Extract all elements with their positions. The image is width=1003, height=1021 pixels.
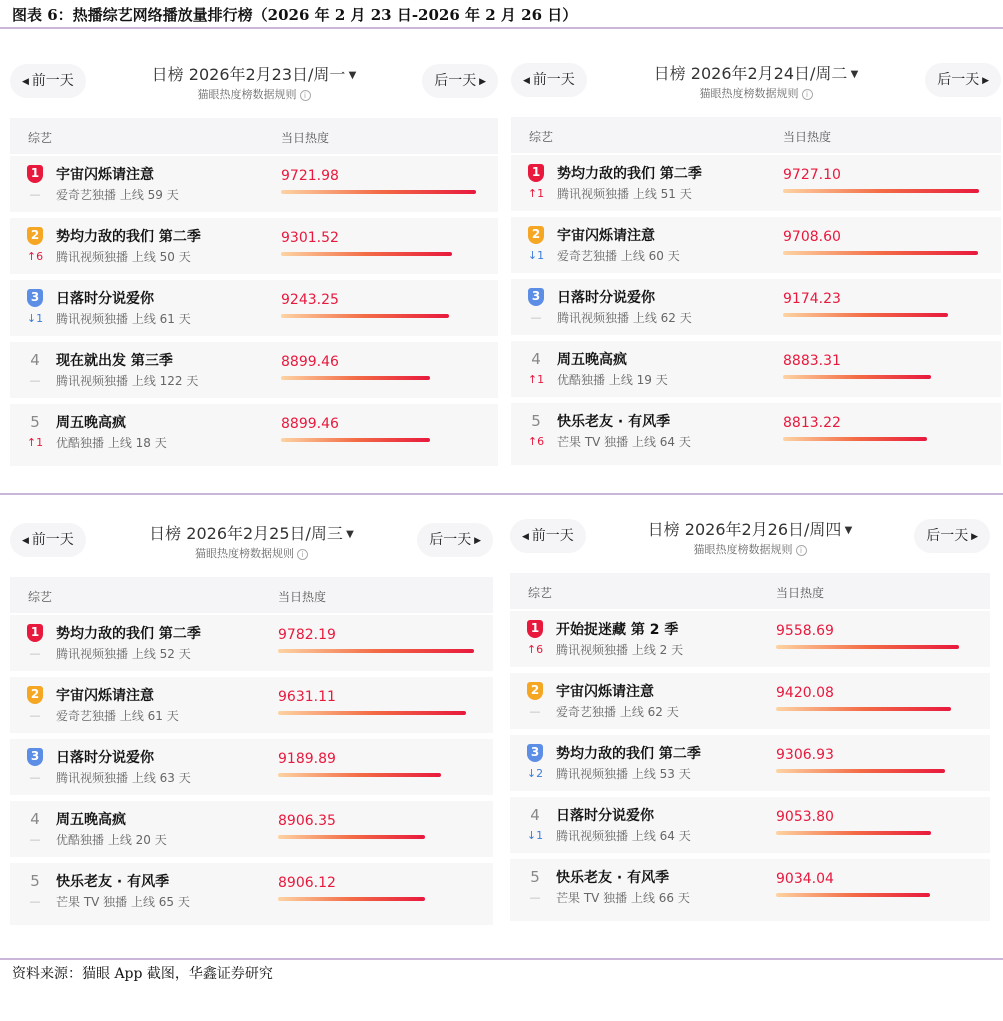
date-selector[interactable] [10, 521, 493, 544]
heat-value: 8906.35 [278, 813, 336, 829]
rank-change: ↓2 [526, 767, 544, 780]
show-title: 开始捉迷藏 第 2 季 [556, 622, 679, 638]
show-platform: 爱奇艺独播 上线 62 天 [556, 705, 679, 719]
show-title: 日落时分说爱你 [557, 290, 655, 306]
heat-bar [281, 252, 452, 256]
data-rule-label: 猫眼热度榜数据规则 [195, 547, 294, 560]
rank-badge: 1 [27, 624, 43, 642]
data-rule-link[interactable] [10, 545, 493, 561]
show-title: 宇宙闪烁请注意 [56, 167, 154, 183]
rank-number: 5 [530, 868, 540, 886]
heat-value: 9301.52 [281, 230, 339, 246]
heat-bar [783, 189, 979, 193]
next-day-label: 后一天 [429, 532, 472, 548]
caret-left-icon: ◀ [522, 532, 532, 542]
ranking-panel [511, 55, 1001, 475]
heat-bar [278, 897, 425, 901]
column-name-header: 综艺 [28, 590, 53, 604]
heat-bar [281, 314, 449, 318]
rank-badge: 2 [527, 682, 543, 700]
prev-day-label: 前一天 [532, 72, 575, 88]
middle-rule [0, 493, 1003, 495]
heat-bar [281, 376, 430, 380]
rank-number: 5 [30, 872, 40, 890]
rank-change: ↓1 [526, 829, 544, 842]
table-row[interactable] [10, 863, 493, 925]
caret-down-icon: ▼ [841, 525, 853, 536]
top-rule [0, 27, 1003, 29]
caret-right-icon: ▶ [968, 532, 978, 542]
table-row[interactable] [511, 403, 1001, 465]
heat-bar [776, 707, 951, 711]
show-platform: 芒果 TV 独播 上线 66 天 [556, 891, 690, 905]
rank-change: ↑1 [527, 373, 545, 386]
show-title: 宇宙闪烁请注意 [557, 228, 655, 244]
rank-change: ↑6 [526, 643, 544, 656]
rank-number: 5 [30, 413, 40, 431]
data-rule-label: 猫眼热度榜数据规则 [197, 88, 297, 101]
heat-bar [776, 831, 931, 835]
heat-value: 9189.89 [278, 751, 336, 767]
heat-value: 9782.19 [278, 627, 336, 643]
heat-value: 8899.46 [281, 416, 339, 432]
date-label: 2026年2月24日/周二 [690, 64, 848, 83]
rank-badge: 3 [528, 288, 544, 306]
caret-down-icon: ▼ [342, 529, 354, 540]
caret-left-icon: ◀ [523, 76, 533, 86]
rank-number: 4 [531, 350, 541, 368]
next-day-label: 后一天 [434, 73, 477, 89]
show-platform: 优酷独播 上线 18 天 [56, 436, 167, 450]
table-header [10, 118, 498, 154]
table-row[interactable] [510, 611, 990, 667]
column-heat-header: 当日热度 [783, 130, 832, 144]
heat-bar [776, 893, 930, 897]
show-title: 势均力敌的我们 第二季 [56, 229, 201, 245]
board-label: 日榜 [647, 520, 680, 539]
rank-number: 4 [530, 806, 540, 824]
show-platform: 腾讯视频独播 上线 53 天 [556, 767, 691, 781]
caret-down-icon: ▼ [345, 70, 357, 81]
table-row[interactable] [510, 859, 990, 921]
heat-value: 8899.46 [281, 354, 339, 370]
date-selector[interactable] [10, 62, 498, 85]
table-header [10, 577, 493, 613]
rank-badge: 2 [528, 226, 544, 244]
prev-day-label: 前一天 [31, 532, 74, 548]
heat-value: 9708.60 [783, 229, 841, 245]
table-row[interactable] [10, 615, 493, 671]
rank-change: — [29, 771, 41, 784]
table-row[interactable] [10, 801, 493, 857]
show-title: 快乐老友 · 有风季 [56, 874, 170, 890]
rank-number: 4 [30, 810, 40, 828]
date-label: 2026年2月26日/周四 [684, 520, 842, 539]
show-platform: 腾讯视频独播 上线 61 天 [56, 312, 191, 326]
heat-value: 9034.04 [776, 871, 834, 887]
show-title: 宇宙闪烁请注意 [56, 688, 154, 704]
heat-value: 9306.93 [776, 747, 834, 763]
show-platform: 腾讯视频独播 上线 50 天 [56, 250, 191, 264]
caret-down-icon: ▼ [847, 69, 859, 80]
data-rule-label: 猫眼热度榜数据规则 [699, 87, 799, 100]
rank-badge: 2 [27, 227, 43, 245]
info-icon: i [802, 89, 813, 100]
rank-change: — [530, 311, 542, 324]
ranking-table [510, 573, 990, 931]
rank-change: ↑6 [26, 250, 44, 263]
table-row[interactable] [511, 341, 1001, 397]
show-title: 宇宙闪烁请注意 [556, 684, 654, 700]
date-selector[interactable] [510, 517, 990, 540]
rank-change: ↑1 [527, 187, 545, 200]
show-platform: 爱奇艺独播 上线 59 天 [56, 188, 179, 202]
heat-bar [278, 835, 425, 839]
rank-badge: 3 [527, 744, 543, 762]
data-rule-label: 猫眼热度榜数据规则 [693, 543, 793, 556]
rank-change: — [29, 647, 41, 660]
heat-bar [278, 711, 466, 715]
show-title: 快乐老友 · 有风季 [556, 870, 670, 886]
show-platform: 腾讯视频独播 上线 122 天 [56, 374, 199, 388]
table-header [510, 573, 990, 609]
show-platform: 爱奇艺独播 上线 61 天 [56, 709, 179, 723]
column-heat-header: 当日热度 [278, 590, 327, 604]
rank-number: 4 [30, 351, 40, 369]
show-title: 日落时分说爱你 [556, 808, 654, 824]
show-platform: 优酷独播 上线 19 天 [557, 373, 668, 387]
board-label: 日榜 [151, 65, 184, 84]
info-icon: i [796, 545, 807, 556]
rank-change: ↓1 [527, 249, 545, 262]
show-platform: 腾讯视频独播 上线 63 天 [56, 771, 191, 785]
heat-bar [783, 313, 948, 317]
show-title: 日落时分说爱你 [56, 750, 154, 766]
rank-change: — [529, 891, 541, 904]
heat-bar [783, 437, 927, 441]
next-day-label: 后一天 [937, 72, 980, 88]
heat-value: 9174.23 [783, 291, 841, 307]
heat-value: 8906.12 [278, 875, 336, 891]
show-platform: 腾讯视频独播 上线 52 天 [56, 647, 191, 661]
table-row[interactable] [10, 739, 493, 795]
heat-bar [281, 190, 476, 194]
caret-right-icon: ▶ [979, 76, 989, 86]
table-row[interactable] [510, 735, 990, 791]
heat-value: 9558.69 [776, 623, 834, 639]
ranking-panel [10, 515, 493, 935]
show-title: 周五晚高疯 [56, 812, 126, 828]
heat-bar [783, 251, 978, 255]
ranking-table [10, 577, 493, 935]
prev-day-label: 前一天 [531, 528, 574, 544]
ranking-panel [10, 56, 498, 476]
show-platform: 优酷独播 上线 20 天 [56, 833, 167, 847]
table-row[interactable] [10, 218, 498, 274]
source-note: 资料来源：猫眼 App 截图，华鑫证券研究 [12, 966, 273, 982]
show-platform: 腾讯视频独播 上线 2 天 [556, 643, 684, 657]
data-rule-link[interactable] [511, 85, 1001, 101]
show-title: 周五晚高疯 [557, 352, 627, 368]
show-title: 势均力敌的我们 第二季 [56, 626, 201, 642]
show-platform: 腾讯视频独播 上线 62 天 [557, 311, 692, 325]
show-title: 现在就出发 第三季 [56, 353, 173, 369]
date-label: 2026年2月25日/周三 [186, 524, 343, 543]
table-row[interactable] [10, 156, 498, 212]
heat-value: 9631.11 [278, 689, 336, 705]
column-heat-header: 当日热度 [776, 586, 825, 600]
heat-bar [776, 769, 945, 773]
rank-change: ↑6 [527, 435, 545, 448]
heat-value: 9721.98 [281, 168, 339, 184]
show-title: 快乐老友 · 有风季 [557, 414, 671, 430]
column-name-header: 综艺 [28, 131, 53, 145]
table-row[interactable] [510, 673, 990, 729]
heat-value: 9727.10 [783, 167, 841, 183]
rank-change: — [29, 895, 41, 908]
board-label: 日榜 [149, 524, 182, 543]
show-platform: 芒果 TV 独播 上线 65 天 [56, 895, 190, 909]
table-row[interactable] [511, 217, 1001, 273]
show-title: 势均力敌的我们 第二季 [557, 166, 702, 182]
caret-left-icon: ◀ [22, 77, 32, 87]
data-rule-link[interactable] [10, 86, 498, 102]
ranking-panel [510, 511, 990, 931]
heat-bar [281, 438, 430, 442]
bottom-rule [0, 958, 1003, 960]
show-title: 日落时分说爱你 [56, 291, 154, 307]
heat-value: 9420.08 [776, 685, 834, 701]
date-label: 2026年2月23日/周一 [188, 65, 346, 84]
column-name-header: 综艺 [528, 586, 553, 600]
ranking-table [10, 118, 498, 476]
table-header [511, 117, 1001, 153]
rank-badge: 3 [27, 289, 43, 307]
rank-number: 5 [531, 412, 541, 430]
heat-bar [278, 773, 441, 777]
board-label: 日榜 [653, 64, 686, 83]
rank-change: ↑1 [26, 436, 44, 449]
heat-bar [278, 649, 474, 653]
show-title: 势均力敌的我们 第二季 [556, 746, 701, 762]
table-row[interactable] [10, 677, 493, 733]
data-rule-link[interactable] [510, 541, 990, 557]
rank-badge: 1 [27, 165, 43, 183]
table-row[interactable] [511, 155, 1001, 211]
rank-change: — [29, 374, 41, 387]
next-day-label: 后一天 [926, 528, 969, 544]
show-platform: 爱奇艺独播 上线 60 天 [557, 249, 680, 263]
caret-left-icon: ◀ [22, 536, 32, 546]
info-icon: i [300, 90, 311, 101]
table-row[interactable] [510, 797, 990, 853]
column-name-header: 综艺 [529, 130, 554, 144]
figure-title: 图表 6：热播综艺网络播放量排行榜（2026 年 2 月 23 日-2026 年 2 月 26 日） [12, 6, 578, 24]
caret-right-icon: ▶ [471, 536, 481, 546]
rank-badge: 3 [27, 748, 43, 766]
table-row[interactable] [10, 404, 498, 466]
table-row[interactable] [10, 342, 498, 398]
rank-change: — [29, 188, 41, 201]
show-platform: 芒果 TV 独播 上线 64 天 [557, 435, 691, 449]
ranking-table [511, 117, 1001, 475]
rank-change: — [529, 705, 541, 718]
rank-badge: 1 [527, 620, 543, 638]
show-platform: 腾讯视频独播 上线 64 天 [556, 829, 691, 843]
info-icon: i [297, 549, 308, 560]
heat-value: 9243.25 [281, 292, 339, 308]
heat-bar [776, 645, 959, 649]
rank-badge: 2 [27, 686, 43, 704]
show-platform: 腾讯视频独播 上线 51 天 [557, 187, 692, 201]
rank-badge: 1 [528, 164, 544, 182]
column-heat-header: 当日热度 [281, 131, 330, 145]
heat-bar [783, 375, 931, 379]
rank-change: — [29, 833, 41, 846]
heat-value: 9053.80 [776, 809, 834, 825]
date-selector[interactable] [511, 61, 1001, 84]
heat-value: 8883.31 [783, 353, 841, 369]
caret-right-icon: ▶ [476, 77, 486, 87]
show-title: 周五晚高疯 [56, 415, 126, 431]
rank-change: ↓1 [26, 312, 44, 325]
prev-day-label: 前一天 [31, 73, 74, 89]
rank-change: — [29, 709, 41, 722]
heat-value: 8813.22 [783, 415, 841, 431]
table-row[interactable] [511, 279, 1001, 335]
table-row[interactable] [10, 280, 498, 336]
